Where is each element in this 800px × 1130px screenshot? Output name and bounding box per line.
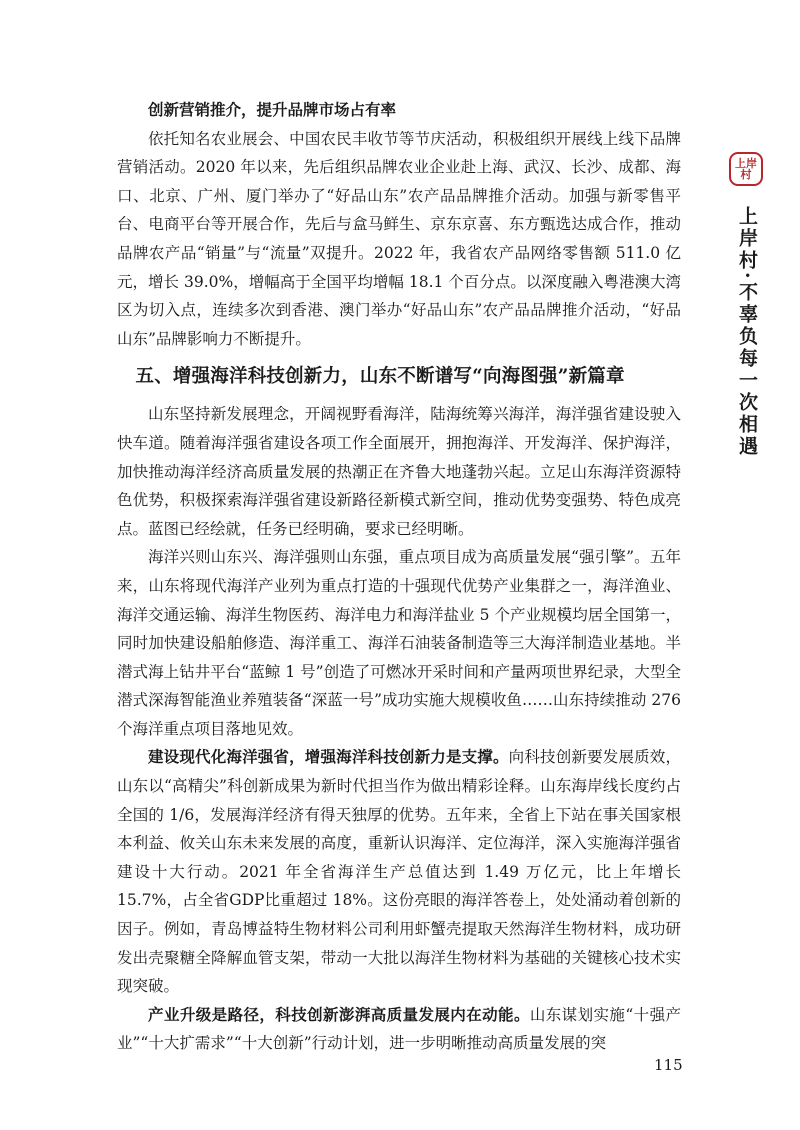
paragraph-4-lead: 产业升级是路径，科技创新澎湃高质量发展内在动能。: [148, 1004, 530, 1024]
side-running-title: 上岸村·不辜负每一次相遇: [736, 206, 758, 458]
paragraph-4: [117, 1001, 681, 1058]
page-number: 115: [654, 1056, 683, 1074]
body-text: [117, 96, 681, 1058]
paragraph-4-body: 山东谋划实施“十强产业”“十大扩需求”“十大创新”行动计划，进一步明晰推动高质量发展的突: [117, 1005, 681, 1053]
paragraph-3-body: 向科技创新要发展质效，山东以“高精尖”科创新成果为新时代担当作为做出精彩诠释。山东海岸线长度约占全国的 1/6，发展海洋经济有得天独厚的优势。五年来，全省上下站在事关国家根本利益、攸关山东未来发展的高度，重新认识海洋、定位海洋，深入实施海洋强省建设十大行动。2021 年全省海洋生产总值达到 1.49 万亿元，比上年增长 15.7%，占全省GDP比重超过 18%。这份亮眼的海洋答卷上，处处涌动着创新的因子。例如，青岛博益特生物材料公司利用虾蟹壳提取天然海洋生物材料，成功研发出壳聚糖全降解血管支架，带动一大批以海洋生物材料为基础的关键核心技术实现突破。: [117, 748, 681, 996]
seal-stamp: 上岸村: [729, 152, 763, 186]
paragraph-1: 山东坚持新发展理念，开阔视野看海洋，陆海统筹兴海洋，海洋强省建设驶入快车道。随着海洋强省建设各项工作全面展开，拥抱海洋、开发海洋、保护海洋，加快推动海洋经济高质量发展的热潮正在齐鲁大地蓬勃兴起。立足山东海洋资源特色优势，积极探索海洋强省建设新路径新模式新空间，推动优势变强势、特色成亮点。蓝图已经绘就，任务已经明确，要求已经明晰。: [117, 405, 681, 538]
paragraph-3: [117, 743, 681, 1000]
section-title: 五、增强海洋科技创新力，山东不断谱写“向海图强”新篇章: [135, 366, 625, 388]
subsection-heading-marketing: 创新营销推介，提升品牌市场占有率: [148, 100, 397, 119]
paragraph-3-lead: 建设现代化海洋强省，增强海洋科技创新力是支撑。: [148, 747, 509, 767]
paragraph-marketing: 依托知名农业展会、中国农民丰收节等节庆活动，积极组织开展线上线下品牌营销活动。2020 年以来，先后组织品牌农业企业赴上海、武汉、长沙、成都、海口、北京、广州、厦门举办了“好品山东”农产品品牌推介活动。加强与新零售平台、电商平台等开展合作，先后与盒马鲜生、京东京喜、东方甄选达成合作，推动品牌农产品“销量”与“流量”双提升。2022 年，我省农产品网络零售额 511.0 亿元，增长 39.0%，增幅高于全国平均增幅 18.1 个百分点。以深度融入粤港澳大湾区为切入点，连续多次到香港、澳门举办“好品山东”农产品品牌推介活动，“好品山东”品牌影响力不断提升。: [117, 129, 681, 348]
paragraph-2: 海洋兴则山东兴、海洋强则山东强，重点项目成为高质量发展“强引擎”。五年来，山东将现代海洋产业列为重点打造的十强现代优势产业集群之一，海洋渔业、海洋交通运输、海洋生物医药、海洋电力和海洋盐业 5 个产业规模均居全国第一，同时加快建设船舶修造、海洋重工、海洋石油装备制造等三大海洋制造业基地。半潜式海上钻井平台“蓝鲸 1 号”创造了可燃冰开采时间和产量两项世界纪录，大型全潜式深海智能渔业养殖装备“深蓝一号”成功实施大规模收鱼……山东持续推动 276 个海洋重点项目落地见效。: [117, 548, 681, 738]
